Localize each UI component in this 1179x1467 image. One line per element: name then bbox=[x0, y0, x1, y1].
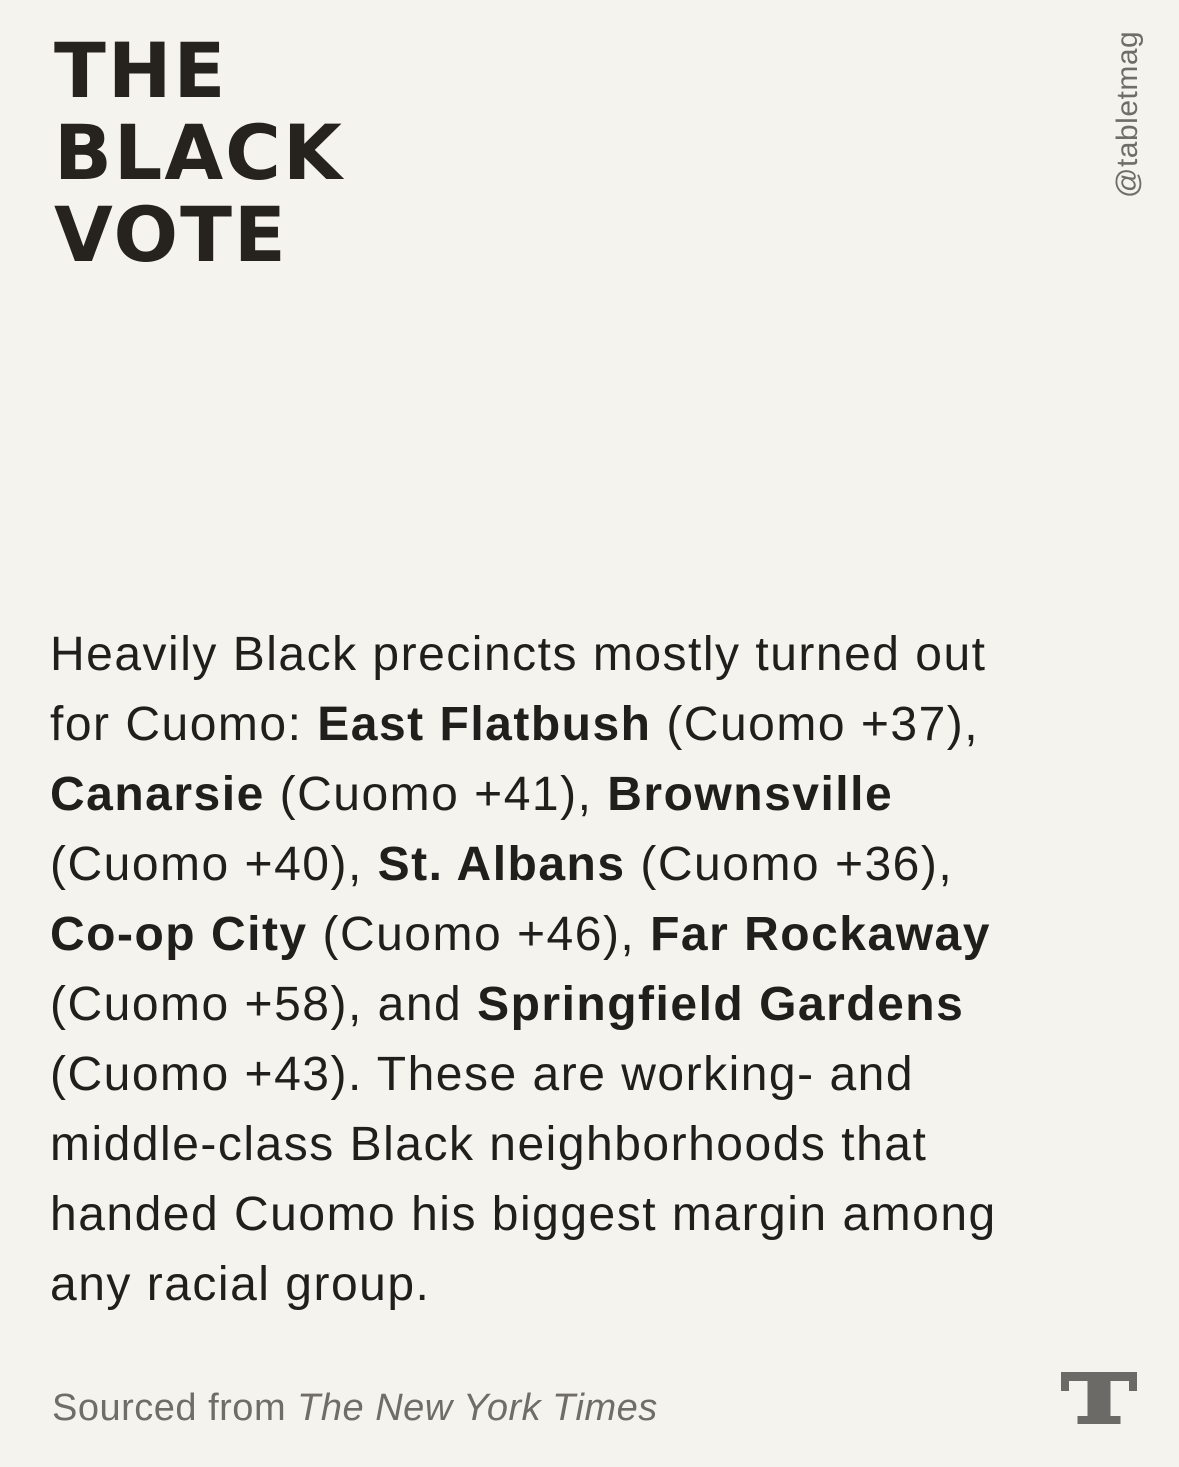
source-credit bbox=[52, 1387, 658, 1430]
body-line bbox=[50, 900, 1130, 970]
body-run: (Cuomo +58), and bbox=[50, 978, 478, 1031]
body-run: middle-class Black neighborhoods that bbox=[50, 1118, 928, 1171]
body-run: (Cuomo +40), bbox=[50, 838, 378, 891]
body-run: Heavily Black precincts mostly turned out bbox=[50, 628, 987, 681]
neighborhood-name: St. Albans bbox=[377, 838, 626, 891]
neighborhood-name: Canarsie bbox=[50, 768, 265, 821]
neighborhood-name: East Flatbush bbox=[317, 698, 652, 751]
body-text bbox=[50, 620, 1130, 1320]
body-run: (Cuomo +36), bbox=[625, 838, 954, 891]
body-line bbox=[50, 1250, 1130, 1320]
body-run: (Cuomo +41), bbox=[264, 768, 608, 821]
body-run: for Cuomo: bbox=[50, 698, 318, 751]
body-line bbox=[50, 1040, 1130, 1110]
page-title bbox=[54, 26, 344, 279]
social-handle bbox=[1111, 30, 1144, 198]
neighborhood-name: Far Rockaway bbox=[650, 908, 991, 961]
body-line bbox=[50, 620, 1130, 690]
neighborhood-name: Brownsville bbox=[607, 768, 894, 821]
body-run: (Cuomo +43). These are working- and bbox=[50, 1048, 915, 1101]
neighborhood-name: Co-op City bbox=[50, 908, 308, 961]
body-line bbox=[50, 1110, 1130, 1180]
body-line bbox=[50, 690, 1130, 760]
social-handle-text: @tabletmag bbox=[1111, 30, 1144, 198]
body-line bbox=[50, 970, 1130, 1040]
body-run: (Cuomo +46), bbox=[307, 908, 651, 961]
title-line-2: BLACK bbox=[54, 108, 344, 197]
source-prefix: Sourced from bbox=[52, 1387, 298, 1429]
body-line bbox=[50, 760, 1130, 830]
body-run: (Cuomo +37), bbox=[651, 698, 980, 751]
title-line-3: VOTE bbox=[54, 190, 288, 279]
body-line bbox=[50, 1180, 1130, 1250]
body-line bbox=[50, 830, 1130, 900]
body-run: any racial group. bbox=[50, 1258, 431, 1311]
title-line-1: THE bbox=[54, 26, 228, 115]
tablet-logo-icon bbox=[1061, 1372, 1137, 1424]
body-run: handed Cuomo his biggest margin among bbox=[50, 1188, 997, 1241]
source-name: The New York Times bbox=[297, 1387, 658, 1429]
neighborhood-name: Springfield Gardens bbox=[477, 978, 965, 1031]
